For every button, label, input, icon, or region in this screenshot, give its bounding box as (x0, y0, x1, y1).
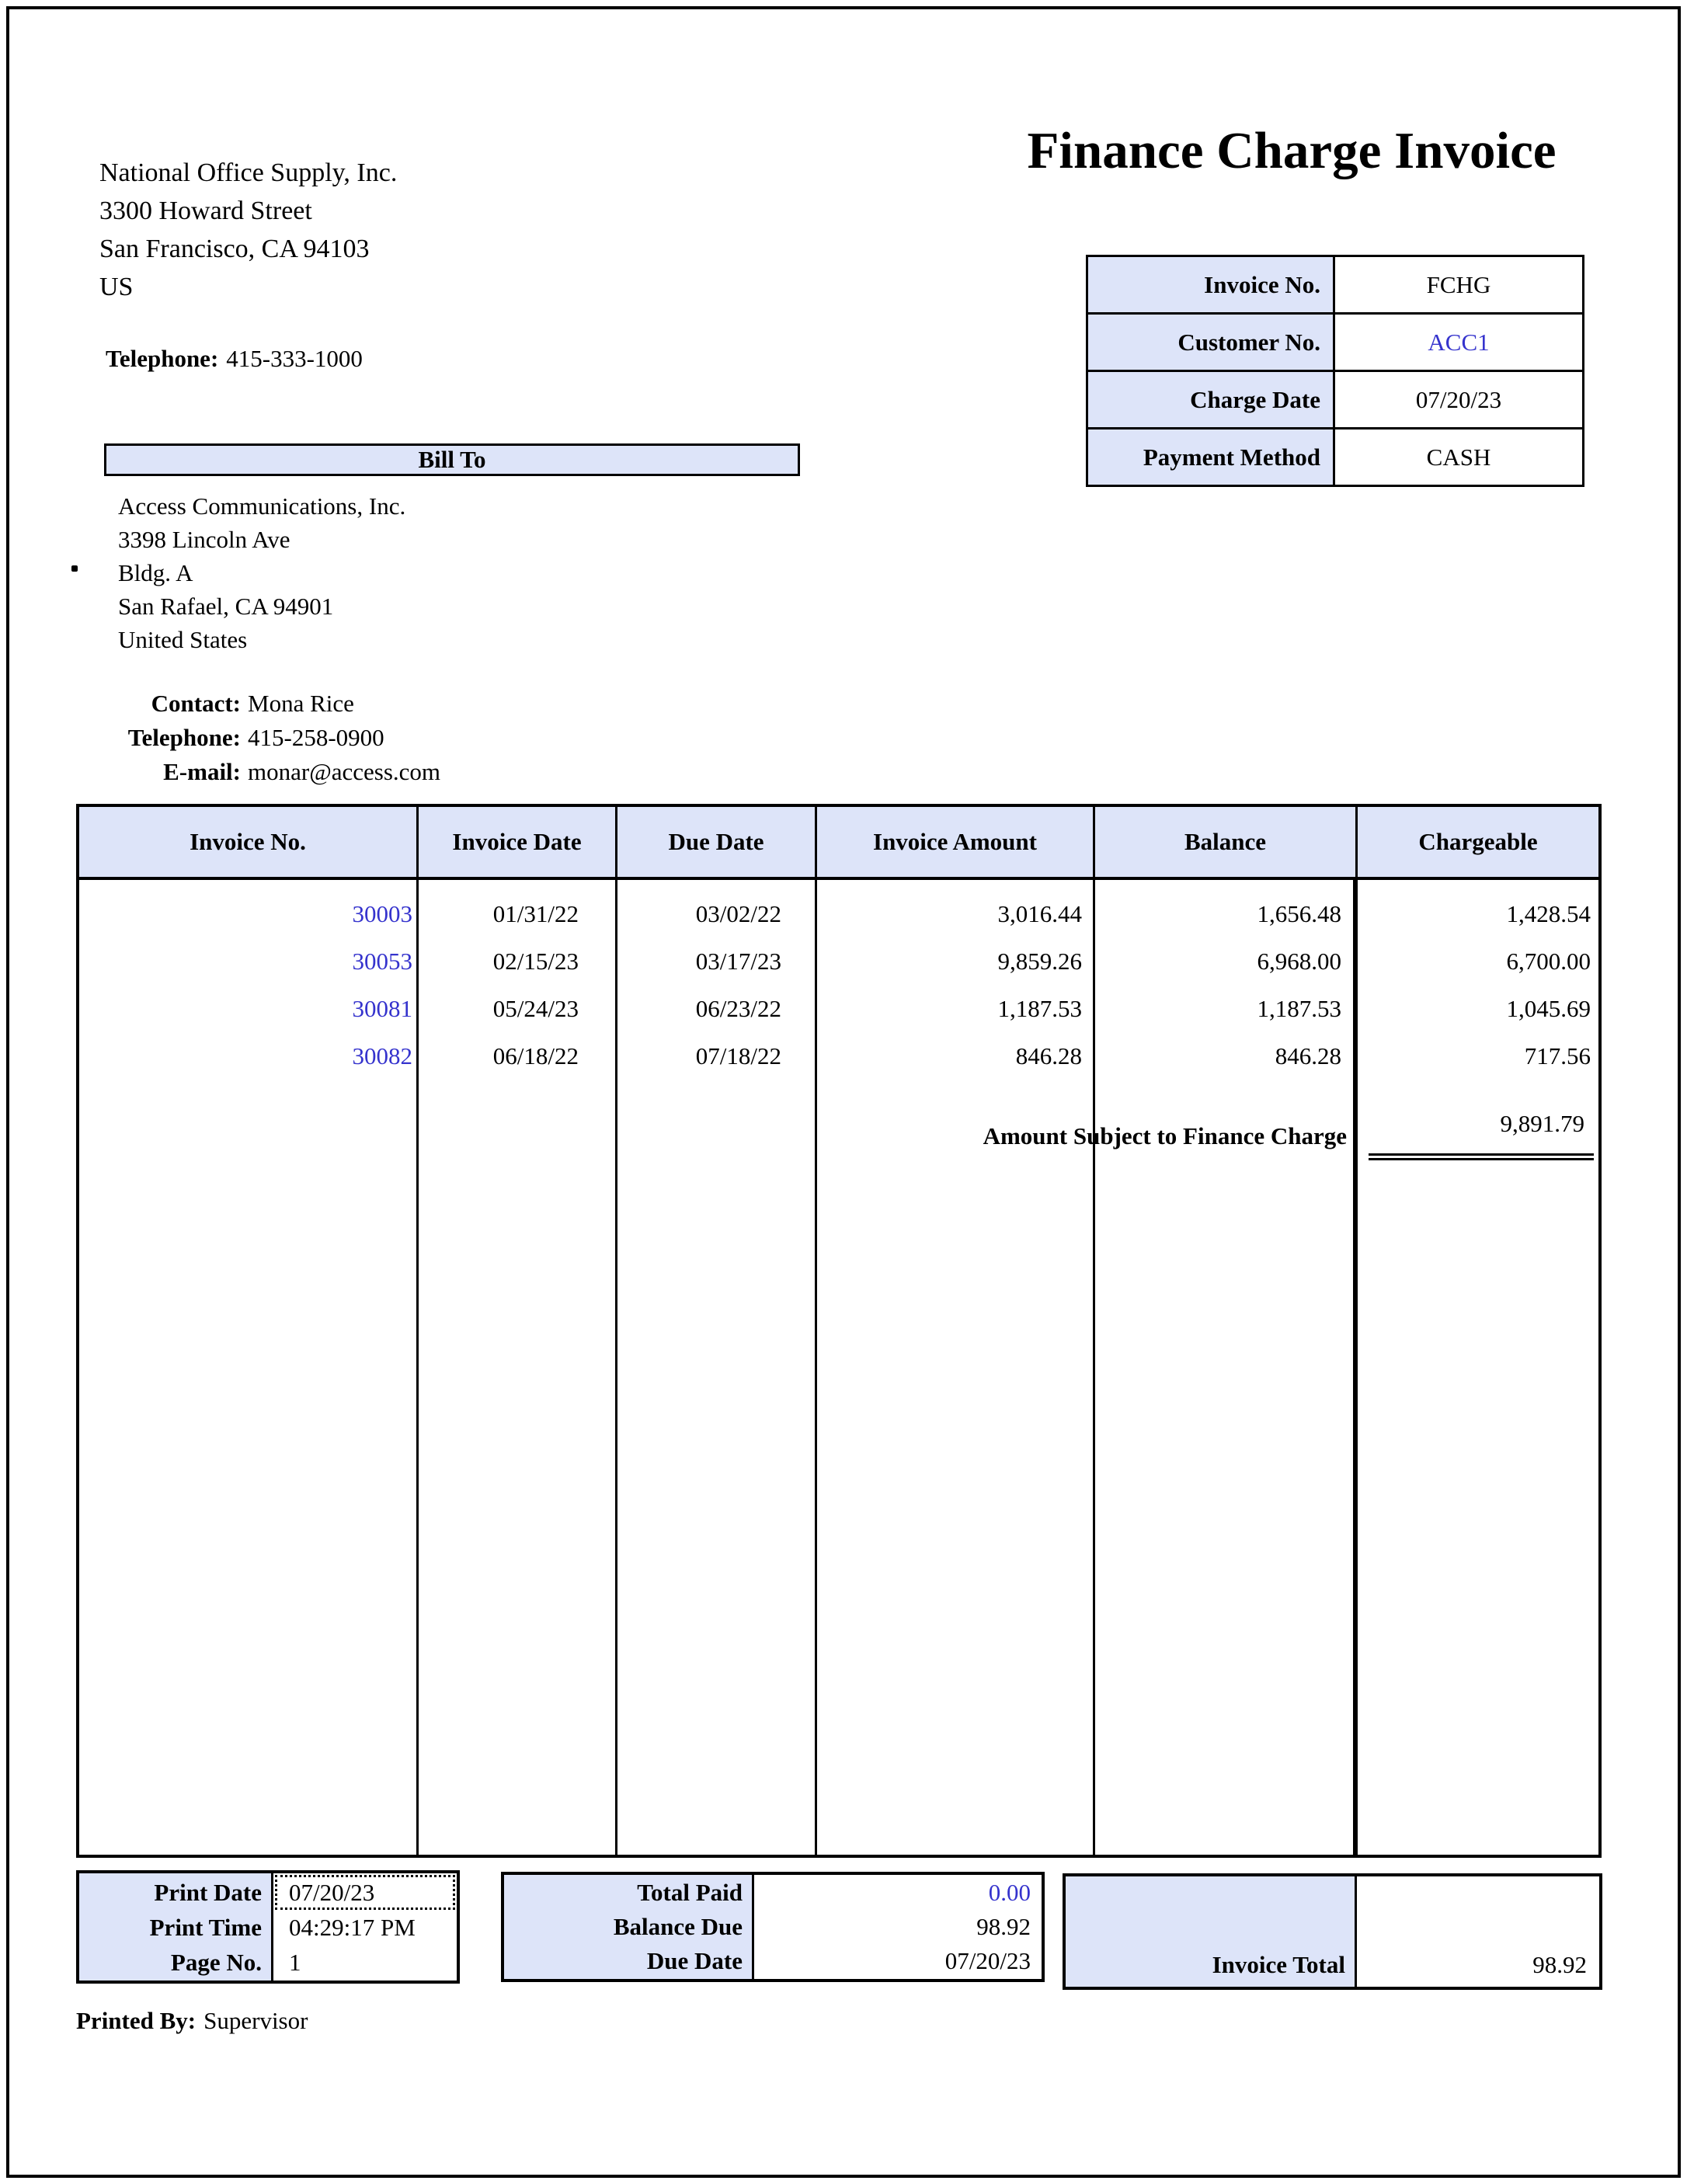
table-header-row (79, 807, 1598, 880)
print-date-value: 07/20/23 (289, 1879, 375, 1906)
invoice-amount-cell: 846.28 (1015, 1042, 1082, 1069)
due-date-value: 07/20/23 (944, 1947, 1031, 1974)
printed-by-value: Supervisor (203, 2007, 308, 2034)
table-row (1087, 429, 1584, 486)
telephone-row (76, 721, 440, 755)
balance-cell: 6,968.00 (1257, 947, 1341, 975)
page-title: Finance Charge Invoice (1027, 122, 1557, 179)
chargeable-cell: 1,428.54 (1506, 899, 1591, 927)
page-no-label: Page No. (170, 1948, 262, 1976)
invoice-no-label: Invoice No. (1087, 256, 1334, 314)
table-row (79, 1032, 1598, 1080)
finance-charge-table (76, 804, 1602, 1858)
company-address-line: US (99, 273, 134, 301)
page-no-value: 1 (289, 1949, 301, 1976)
company-telephone (106, 345, 363, 373)
email-value: monar@access.com (248, 758, 441, 785)
payment-method-value: CASH (1334, 429, 1584, 486)
company-address-line: 3300 Howard Street (99, 196, 312, 225)
telephone-label: Telephone: (127, 724, 241, 751)
balance-due-label: Balance Due (613, 1913, 743, 1940)
column-header-chargeable: Chargeable (1418, 828, 1538, 855)
bill-to-address-line: United States (118, 626, 248, 653)
column-header-balance: Balance (1095, 807, 1358, 877)
table-row (1087, 371, 1584, 429)
bill-to-address-line: Bldg. A (118, 559, 193, 586)
bill-to-name: Access Communications, Inc. (118, 492, 406, 520)
invoice-info-table (1086, 255, 1584, 487)
company-telephone-value: 415-333-1000 (226, 345, 363, 372)
print-info-values (273, 1873, 457, 1981)
print-time-value: 04:29:17 PM (289, 1914, 416, 1941)
invoice-no-value: FCHG (1334, 256, 1584, 314)
invoice-no-link[interactable]: 30081 (352, 994, 412, 1022)
company-address-line: San Francisco, CA 94103 (99, 235, 370, 263)
amount-subject-value: 9,891.79 (1500, 1110, 1584, 1137)
chargeable-cell: 717.56 (1524, 1042, 1591, 1069)
invoice-amount-cell: 3,016.44 (997, 899, 1082, 927)
total-paid-link[interactable]: 0.00 (988, 1879, 1031, 1906)
due-date-cell: 03/02/22 (695, 899, 781, 927)
print-info-labels (79, 1873, 273, 1981)
invoice-no-link[interactable]: 30053 (352, 947, 412, 975)
table-row (79, 890, 1598, 937)
invoice-date-cell: 05/24/23 (492, 994, 579, 1022)
email-row (76, 755, 440, 789)
stray-dot (71, 565, 78, 572)
totals-labels (504, 1875, 754, 1979)
invoice-total-value: 98.92 (1532, 1951, 1587, 1978)
charge-date-value: 07/20/23 (1334, 371, 1584, 429)
bill-to-address-line: 3398 Lincoln Ave (118, 526, 290, 553)
column-header-due-date: Due Date (617, 807, 817, 877)
due-date-cell: 03/17/23 (695, 947, 781, 975)
totals-values (754, 1875, 1042, 1979)
balance-due-value: 98.92 (976, 1913, 1031, 1940)
balance-cell: 846.28 (1275, 1042, 1341, 1069)
double-rule (1369, 1153, 1594, 1160)
contact-value: Mona Rice (248, 690, 354, 717)
contact-label: Contact: (151, 690, 241, 717)
invoice-no-link[interactable]: 30082 (352, 1042, 412, 1069)
invoice-date-cell: 01/31/22 (492, 899, 579, 927)
balance-cell: 1,187.53 (1257, 994, 1341, 1022)
invoice-amount-cell: 9,859.26 (997, 947, 1082, 975)
bill-to-contact-block (76, 687, 440, 789)
column-header-invoice-date: Invoice Date (419, 807, 617, 877)
bill-to-address-line: San Rafael, CA 94901 (118, 593, 334, 620)
table-row (1087, 314, 1584, 371)
telephone-value: 415-258-0900 (248, 724, 384, 751)
column-header-invoice-amount: Invoice Amount (817, 807, 1095, 877)
due-date-cell: 07/18/22 (695, 1042, 781, 1069)
invoice-total-box (1063, 1873, 1602, 1990)
bill-to-address-block (118, 489, 405, 656)
table-row (79, 985, 1598, 1032)
due-date-label: Due Date (646, 1947, 743, 1974)
invoice-date-cell: 06/18/22 (492, 1042, 579, 1069)
print-info-box (76, 1870, 460, 1984)
column-header-invoice-no: Invoice No. (79, 807, 419, 877)
printed-by (76, 2007, 308, 2035)
email-label: E-mail: (163, 758, 241, 785)
customer-no-link[interactable]: ACC1 (1334, 314, 1584, 371)
company-telephone-label: Telephone: (106, 345, 219, 372)
printed-by-label: Printed By: (76, 2007, 197, 2034)
chargeable-cell: 1,045.69 (1506, 994, 1591, 1022)
print-time-label: Print Time (149, 1913, 262, 1941)
balance-cell: 1,656.48 (1257, 899, 1341, 927)
invoice-no-link[interactable]: 30003 (352, 899, 412, 927)
chargeable-cell: 6,700.00 (1506, 947, 1591, 975)
invoice-amount-cell: 1,187.53 (997, 994, 1082, 1022)
charge-date-label: Charge Date (1087, 371, 1334, 429)
contact-row (76, 687, 440, 721)
total-paid-label: Total Paid (637, 1879, 743, 1906)
invoice-date-cell: 02/15/23 (492, 947, 579, 975)
totals-box (501, 1872, 1045, 1982)
company-address-block (99, 154, 397, 306)
table-row (79, 937, 1598, 985)
amount-subject-label: Amount Subject to Finance Charge (983, 1122, 1347, 1149)
payment-method-label: Payment Method (1087, 429, 1334, 486)
due-date-cell: 06/23/22 (695, 994, 781, 1022)
table-row (1087, 256, 1584, 314)
bill-to-header: Bill To (104, 443, 800, 476)
table-body (79, 880, 1598, 1855)
company-name: National Office Supply, Inc. (99, 158, 398, 187)
print-date-label: Print Date (154, 1878, 262, 1906)
invoice-total-label: Invoice Total (1066, 1876, 1357, 1987)
customer-no-label: Customer No. (1087, 314, 1334, 371)
